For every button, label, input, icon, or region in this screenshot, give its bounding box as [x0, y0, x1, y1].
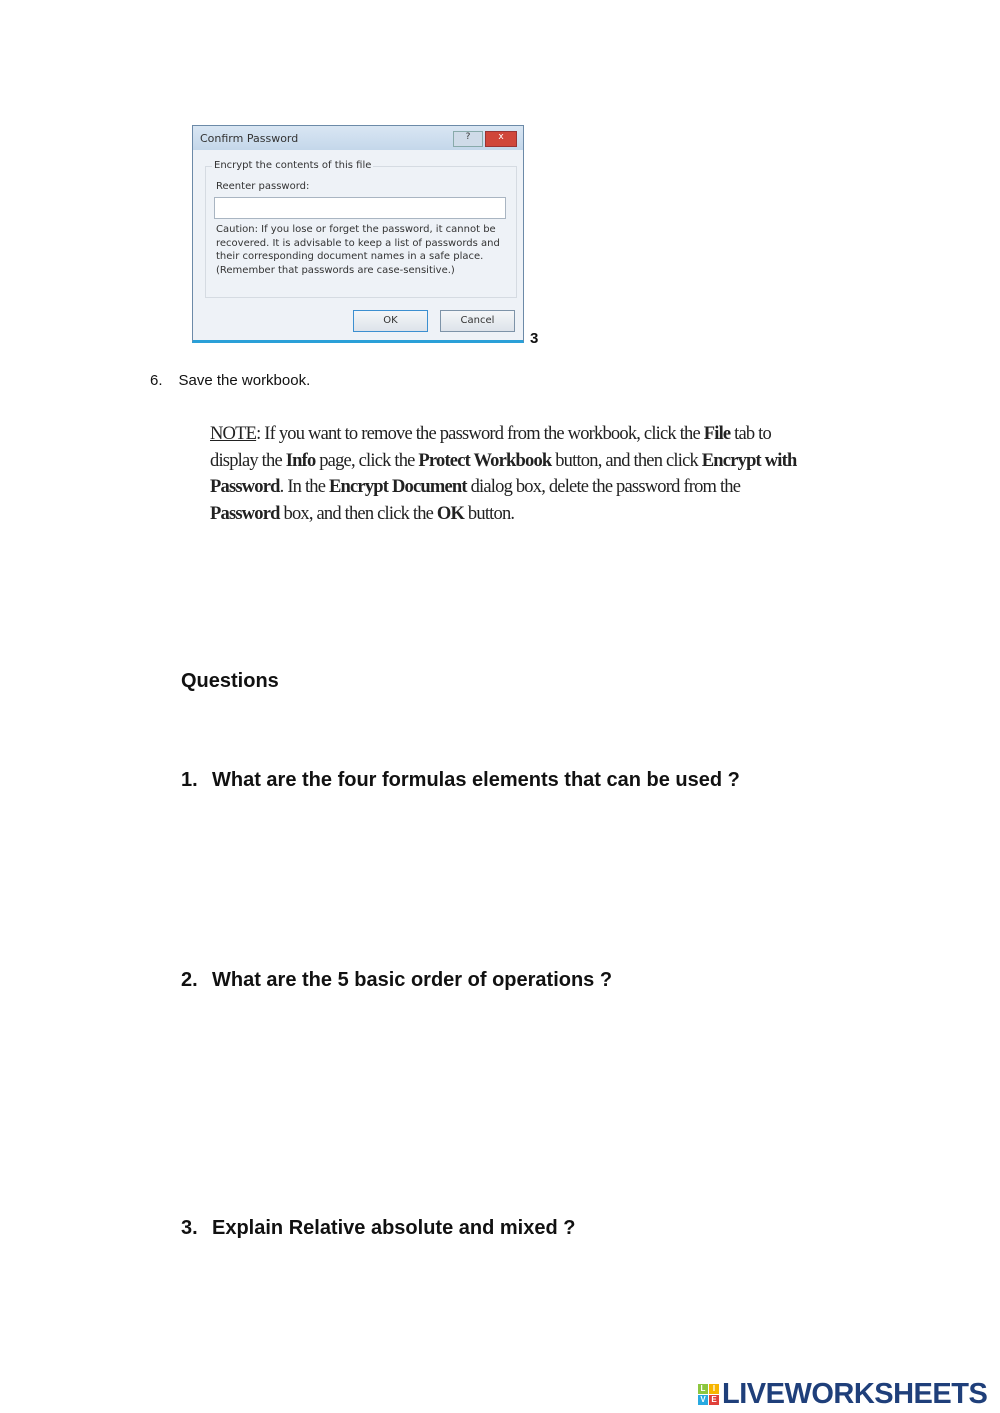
password-field: [214, 197, 506, 219]
question-3: 3. Explain Relative absolute and mixed ?: [181, 1217, 576, 1239]
note-paragraph: NOTE: If you want to remove the password from the workbook, click the File tab to display the Info page, click the Protect Workbook button, and then click Encrypt with Password. In the Encrypt Document dialog box, delete the password from the Password box, and then click the OK button.: [210, 424, 797, 524]
cancel-button: Cancel: [440, 310, 515, 332]
encrypt-group: [205, 160, 517, 298]
ok-button: OK: [353, 310, 428, 332]
questions-heading: Questions: [181, 670, 279, 692]
liveworksheets-logo: [698, 1378, 987, 1411]
logo-tiles-icon: L I V E: [698, 1384, 719, 1405]
figure-number: 3: [530, 330, 539, 347]
caution-text: Caution: If you lose or forget the password, it cannot be recovered. It is advisable to keep a list of passwords and their corresponding document names in a safe place. (Remember that passwords are case-sensitive.): [216, 224, 500, 276]
group-label: Encrypt the contents of this file: [214, 160, 372, 171]
help-icon: ?: [453, 131, 483, 147]
step-6: 6. Save the workbook.: [150, 372, 311, 389]
dialog-title: Confirm Password: [193, 126, 523, 150]
logo-text: LIVEWORKSHEETS: [722, 1378, 988, 1410]
reenter-label: Reenter password:: [216, 181, 310, 192]
question-1: 1. What are the four formulas elements that can be used ?: [181, 769, 740, 791]
confirm-password-dialog-image: [192, 125, 524, 343]
close-icon: x: [485, 131, 517, 147]
question-2: 2. What are the 5 basic order of operations ?: [181, 969, 613, 991]
